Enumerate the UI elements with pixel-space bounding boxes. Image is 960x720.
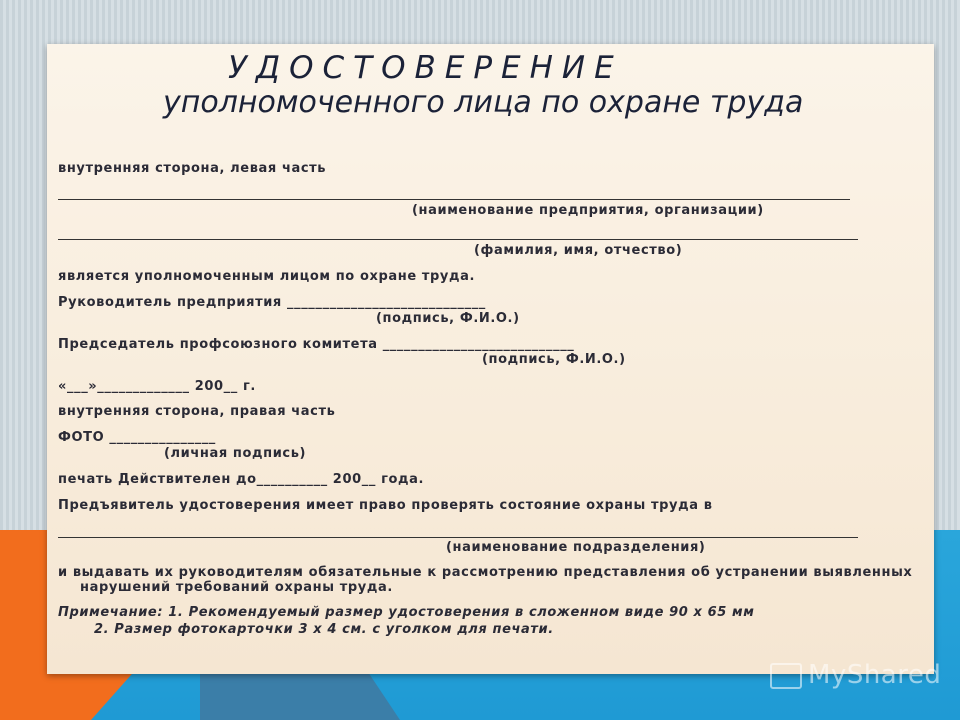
inner-right-heading: внутренняя сторона, правая часть	[58, 404, 336, 419]
unit-caption: (наименование подразделения)	[446, 540, 706, 555]
issue-line-1: и выдавать их руководителям обязательные к рассмотрению представления об устранении выявленных	[58, 565, 913, 580]
date-line: «___»_____________ 200__ г.	[58, 379, 256, 394]
watermark	[770, 660, 941, 690]
watermark-logo-icon	[770, 663, 802, 689]
photo-line: ФОТО _______________	[58, 430, 216, 445]
document-title: УДОСТОВЕРЕНИЕ	[228, 50, 623, 86]
head-signature-line: Руководитель предприятия ____________________________	[58, 295, 486, 310]
fio-blank	[58, 239, 858, 240]
holder-rights-line: Предъявитель удостоверения имеет право проверять состояние охраны труда в	[58, 498, 713, 513]
note-1: Примечание: 1. Рекомендуемый размер удостоверения в сложенном виде 90 х 65 мм	[58, 605, 755, 620]
watermark-text: MyShared	[808, 660, 942, 690]
unit-name-blank	[58, 537, 858, 538]
fio-caption: (фамилия, имя, отчество)	[474, 243, 683, 258]
chairman-sign-caption: (подпись, Ф.И.О.)	[482, 352, 626, 367]
head-sign-caption: (подпись, Ф.И.О.)	[376, 311, 520, 326]
org-caption: (наименование предприятия, организации)	[412, 203, 764, 218]
chairman-signature-line: Председатель профсоюзного комитета ___________________________	[58, 337, 575, 352]
document-subtitle: уполномоченного лица по охране труда	[163, 85, 804, 120]
inner-left-heading: внутренняя сторона, левая часть	[58, 161, 327, 176]
personal-sign-caption: (личная подпись)	[164, 446, 307, 461]
issue-line-2: нарушений требований охраны труда.	[80, 580, 393, 595]
stamp-validity-line: печать Действителен до__________ 200__ года.	[58, 472, 425, 487]
note-2: 2. Размер фотокарточки 3 х 4 см. с уголком для печати.	[94, 622, 554, 637]
authorized-statement: является уполномоченным лицом по охране труда.	[58, 269, 475, 284]
org-name-blank	[58, 199, 850, 200]
